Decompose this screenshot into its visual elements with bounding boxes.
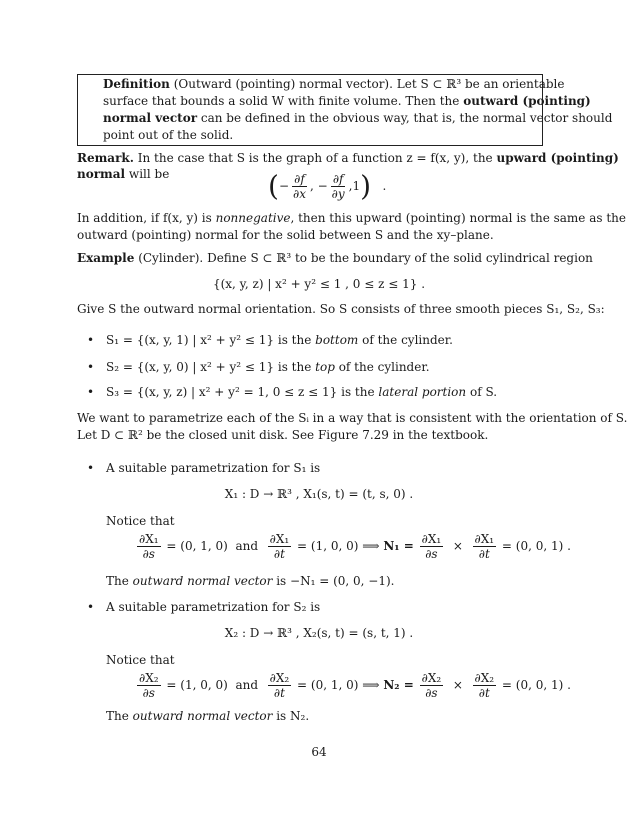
bullet-icon: • (87, 333, 95, 347)
remark-after-2: outward (pointing) normal for the solid between S and the xy–plane. (77, 228, 494, 242)
eq-implies: ⟹ (362, 539, 380, 553)
example-title: (Cylinder). (138, 251, 204, 265)
remark-line-2 (77, 166, 169, 182)
example-label: Example (77, 251, 135, 265)
eq-value: = (0, 0, 1) . (501, 539, 571, 553)
definition-line-3 (103, 110, 612, 126)
eq-and: and (235, 539, 259, 553)
bullet-item-3 (106, 384, 497, 400)
bullet-icon: • (87, 385, 95, 399)
eq-times: × (452, 539, 463, 553)
eq-normal: N₁ = (383, 539, 414, 553)
eq-value: = (0, 1, 0) (166, 539, 228, 553)
fraction-df-dy (330, 172, 347, 201)
fraction-den: ∂t (478, 547, 490, 561)
remark-line1-text: In the case that S is the graph of a function z = f(x, y), the (137, 151, 493, 165)
remark-line2-bold: normal (77, 167, 126, 181)
fraction (268, 671, 292, 700)
fraction (268, 532, 292, 561)
eq-value: = (0, 0, 1) . (501, 678, 571, 692)
fraction-num: ∂X₁ (139, 532, 159, 546)
example-line1-text: Define S ⊂ ℝ³ to be the boundary of the solid cylindrical region (207, 251, 593, 265)
part2-notice: Notice that (106, 653, 175, 667)
definition-title: Definition (103, 77, 170, 91)
fraction-num: ∂X₁ (421, 532, 442, 546)
remark-after1-italic: nonnegative (215, 211, 291, 225)
formula-minus: − (278, 179, 289, 193)
example-line-2: Give S the outward normal orientation. So S consists of three smooth pieces S₁, S₂, S₃: (77, 302, 605, 316)
eq-and: and (235, 678, 259, 692)
outward-pre: The (106, 574, 129, 588)
remark-label: Remark. (77, 151, 134, 165)
fraction-den: ∂y (331, 187, 345, 201)
part2-intro: A suitable parametrization for S₂ is (106, 600, 321, 614)
fraction (137, 532, 161, 561)
bullet-item-1 (106, 332, 453, 348)
bullet-3-italic: lateral portion (378, 385, 467, 399)
bullet-3-tail: of S. (469, 385, 498, 399)
formula-sep: , − (309, 179, 328, 193)
part1-notice: Notice that (106, 514, 175, 528)
part1-equation (135, 532, 571, 561)
remark-line1-bold: upward (pointing) (496, 151, 619, 165)
definition-line3-bold: normal vector (103, 111, 198, 125)
fraction-num: ∂X₂ (474, 671, 495, 685)
bullet-icon: • (87, 461, 95, 475)
page-number: 64 (311, 745, 327, 759)
remark-after1-text: In addition, if f(x, y) is (77, 211, 212, 225)
fraction-den: ∂s (425, 547, 438, 561)
outward-post: is N₂. (276, 709, 310, 723)
eq-value: = (0, 1, 0) (297, 678, 359, 692)
part1-outward (106, 573, 394, 589)
fraction (473, 532, 497, 561)
bullet-icon: • (87, 600, 95, 614)
bullet-icon: • (87, 360, 95, 374)
remark-after1-rest: , then this upward (pointing) normal is the same as the (290, 211, 626, 225)
bullet-2-tail: of the cylinder. (338, 360, 430, 374)
definition-subtitle: (Outward (pointing) normal vector). (173, 77, 393, 91)
fraction-den: ∂t (273, 547, 285, 561)
fraction-den: ∂s (142, 547, 155, 561)
outward-italic: outward normal vector (132, 574, 273, 588)
fraction-num: ∂X₁ (474, 532, 495, 546)
definition-line3-text: can be defined in the obvious way, that is, the normal vector should (200, 111, 613, 125)
part1-intro: A suitable parametrization for S₁ is (106, 461, 321, 475)
formula-end: . (382, 179, 387, 193)
fraction-den: ∂t (478, 686, 490, 700)
outward-italic: outward normal vector (132, 709, 273, 723)
bullet-1-italic: bottom (315, 333, 359, 347)
part1-param: X₁ : D → ℝ³ , X₁(s, t) = (t, s, 0) . (224, 487, 414, 501)
example-line-4: Let D ⊂ ℝ² be the closed unit disk. See Figure 7.29 in the textbook. (77, 428, 489, 442)
remark-formula: (− $\frac{\partial f}{\partial x}$ , − $\frac{\partial f}{\partial y}$ ,1) . (268, 169, 387, 203)
definition-line2-bold: outward (pointing) (463, 94, 591, 108)
example-line-1 (77, 250, 593, 266)
fraction-den: ∂x (293, 187, 306, 201)
bullet-2-text: S₂ = {(x, y, 0) | x² + y² ≤ 1} is the (106, 360, 312, 374)
remark-line2-text: will be (128, 167, 170, 181)
eq-value: = (1, 0, 0) (166, 678, 228, 692)
eq-times: × (452, 678, 463, 692)
fraction-den: ∂s (425, 686, 438, 700)
bullet-2-italic: top (315, 360, 335, 374)
fraction-df-dx (291, 172, 308, 201)
definition-line-4: point out of the solid. (103, 128, 234, 142)
fraction-num: ∂f (332, 172, 344, 186)
eq-implies: ⟹ (362, 678, 380, 692)
fraction-den: ∂s (142, 686, 155, 700)
eq-normal: N₂ = (383, 678, 414, 692)
outward-post: is −N₁ = (0, 0, −1). (276, 574, 395, 588)
definition-line2-text: surface that bounds a solid W with finite volume. Then the (103, 94, 460, 108)
bullet-item-2 (106, 359, 430, 375)
definition-line-1 (103, 76, 565, 92)
fraction (420, 532, 444, 561)
formula-tail: ,1 (348, 179, 361, 193)
remark-line-1 (77, 150, 619, 166)
fraction-num: ∂X₁ (269, 532, 290, 546)
part2-equation (135, 671, 571, 700)
fraction-den: ∂t (273, 686, 285, 700)
fraction (473, 671, 497, 700)
fraction (137, 671, 161, 700)
part2-param: X₂ : D → ℝ³ , X₂(s, t) = (s, t, 1) . (224, 626, 414, 640)
example-region: {(x, y, z) | x² + y² ≤ 1 , 0 ≤ z ≤ 1} . (212, 277, 426, 291)
eq-value: = (1, 0, 0) (297, 539, 359, 553)
bullet-3-text: S₃ = {(x, y, z) | x² + y² = 1, 0 ≤ z ≤ 1} is the (106, 385, 375, 399)
fraction-num: ∂X₂ (421, 671, 442, 685)
remark-after-1 (77, 210, 626, 226)
outward-pre: The (106, 709, 129, 723)
part2-outward (106, 708, 309, 724)
definition-line-2 (103, 93, 591, 109)
fraction-num: ∂f (294, 172, 305, 186)
example-line-3: We want to parametrize each of the Sᵢ in a way that is consistent with the orientation of S. (77, 411, 628, 425)
fraction-num: ∂X₂ (139, 671, 159, 685)
fraction-num: ∂X₂ (269, 671, 290, 685)
definition-line1-rest: Let S ⊂ ℝ³ be an orientable (396, 77, 565, 91)
bullet-1-tail: of the cylinder. (362, 333, 453, 347)
bullet-1-text: S₁ = {(x, y, 1) | x² + y² ≤ 1} is the (106, 333, 312, 347)
fraction (420, 671, 444, 700)
